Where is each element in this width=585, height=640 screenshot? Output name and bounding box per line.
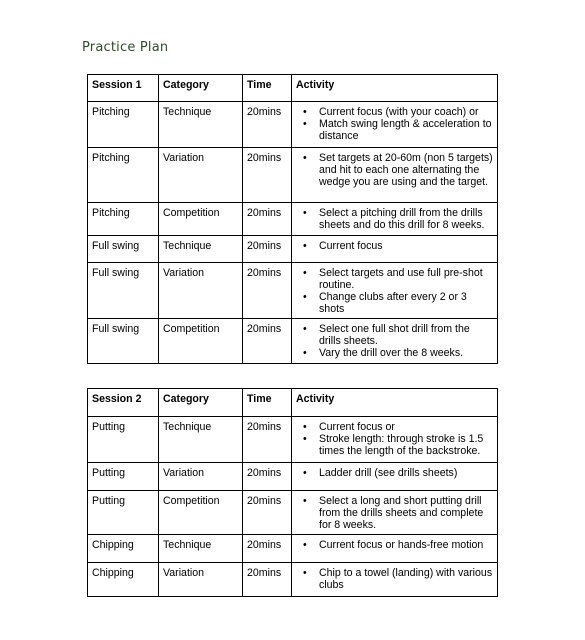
- header-activity: Activity: [292, 75, 498, 102]
- page-title: Practice Plan: [82, 40, 169, 55]
- time-cell: 20mins: [243, 417, 292, 463]
- activity-bullet: • Vary the drill over the 8 weeks.: [296, 347, 493, 359]
- activity-cell: [292, 236, 498, 263]
- table-header-row: [88, 75, 498, 102]
- activity-bullet: • Current focus or: [296, 421, 493, 433]
- table-row: [88, 417, 498, 463]
- table-header-row: [88, 389, 498, 417]
- category-cell: Competition: [159, 203, 243, 236]
- table-row: [88, 148, 498, 203]
- activity-bullet: • Stroke length: through stroke is 1.5 times the length of the backstroke.: [296, 433, 493, 457]
- category-cell: Technique: [159, 417, 243, 463]
- session-cell: Putting: [88, 491, 159, 535]
- header-session: Session 2: [88, 389, 159, 417]
- header-category: Category: [159, 389, 243, 417]
- activity-bullet: • Current focus (with your coach) or: [296, 106, 493, 118]
- activity-cell: [292, 535, 498, 563]
- time-cell: 20mins: [243, 319, 292, 364]
- header-session: Session 1: [88, 75, 159, 102]
- table-row: [88, 319, 498, 364]
- session-cell: Chipping: [88, 563, 159, 597]
- table-row: [88, 203, 498, 236]
- category-cell: Competition: [159, 491, 243, 535]
- activity-cell: [292, 263, 498, 319]
- activity-cell: [292, 563, 498, 597]
- header-time: Time: [243, 75, 292, 102]
- activity-bullet: • Ladder drill (see drills sheets): [296, 467, 493, 479]
- time-cell: 20mins: [243, 463, 292, 491]
- activity-bullet: • Match swing length & acceleration to distance: [296, 118, 493, 142]
- activity-bullet: • Current focus: [296, 240, 493, 252]
- time-cell: 20mins: [243, 148, 292, 203]
- activity-cell: [292, 102, 498, 148]
- table-row: [88, 263, 498, 319]
- header-category: Category: [159, 75, 243, 102]
- activity-bullet: • Select a pitching drill from the drills sheets and do this drill for 8 weeks.: [296, 207, 493, 231]
- time-cell: 20mins: [243, 236, 292, 263]
- time-cell: 20mins: [243, 203, 292, 236]
- session-cell: Full swing: [88, 236, 159, 263]
- category-cell: Technique: [159, 236, 243, 263]
- activity-cell: [292, 417, 498, 463]
- activity-bullet: • Set targets at 20-60m (non 5 targets) and hit to each one alternating the wedge you are using and the target.: [296, 152, 493, 188]
- session-cell: Putting: [88, 417, 159, 463]
- activity-bullet: • Select a long and short putting drill from the drills sheets and complete for 8 weeks.: [296, 495, 493, 531]
- session-2-table: [87, 388, 498, 597]
- activity-cell: [292, 319, 498, 364]
- session-cell: Putting: [88, 463, 159, 491]
- session-cell: Pitching: [88, 148, 159, 203]
- category-cell: Variation: [159, 148, 243, 203]
- session-cell: Chipping: [88, 535, 159, 563]
- table-row: [88, 236, 498, 263]
- activity-cell: [292, 463, 498, 491]
- time-cell: 20mins: [243, 563, 292, 597]
- activity-bullet: • Select targets and use full pre-shot routine.: [296, 267, 493, 291]
- session-cell: Full swing: [88, 263, 159, 319]
- session-cell: Pitching: [88, 102, 159, 148]
- session-cell: Full swing: [88, 319, 159, 364]
- table-row: [88, 535, 498, 563]
- header-time: Time: [243, 389, 292, 417]
- table-row: [88, 463, 498, 491]
- activity-bullet: • Select one full shot drill from the drills sheets.: [296, 323, 493, 347]
- table-row: [88, 491, 498, 535]
- activity-bullet: • Current focus or hands-free motion: [296, 539, 493, 551]
- session-cell: Pitching: [88, 203, 159, 236]
- category-cell: Variation: [159, 263, 243, 319]
- activity-cell: [292, 203, 498, 236]
- table-row: [88, 102, 498, 148]
- header-activity: Activity: [292, 389, 498, 417]
- activity-bullet: • Change clubs after every 2 or 3 shots: [296, 291, 493, 315]
- time-cell: 20mins: [243, 263, 292, 319]
- session-1-table: [87, 74, 498, 364]
- activity-cell: [292, 148, 498, 203]
- category-cell: Variation: [159, 563, 243, 597]
- time-cell: 20mins: [243, 535, 292, 563]
- activity-bullet: • Chip to a towel (landing) with various clubs: [296, 567, 493, 591]
- category-cell: Technique: [159, 102, 243, 148]
- category-cell: Competition: [159, 319, 243, 364]
- activity-cell: [292, 491, 498, 535]
- time-cell: 20mins: [243, 102, 292, 148]
- category-cell: Variation: [159, 463, 243, 491]
- category-cell: Technique: [159, 535, 243, 563]
- time-cell: 20mins: [243, 491, 292, 535]
- table-row: [88, 563, 498, 597]
